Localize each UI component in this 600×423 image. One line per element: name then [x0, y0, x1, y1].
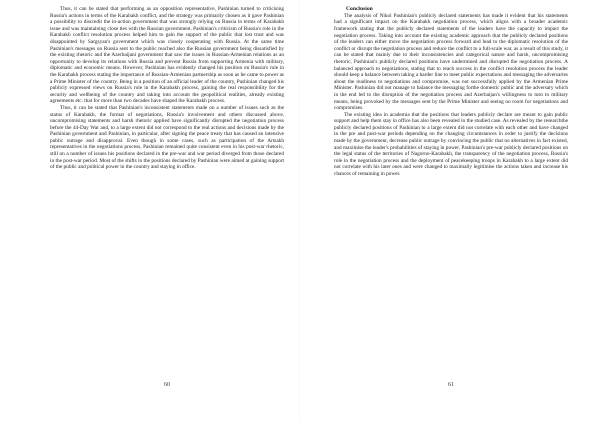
right-page — [334, 6, 568, 416]
left-page-text — [50, 6, 284, 171]
right-paragraph-1: The analysis of Nikol Pashinian's publicly declared statements has made it evident that his statements had a significant impact on the Karabakh negotiation process, which aligns with a broader academic framework stating that the publicly declared statements of the leaders have the capacity to impact the negotiation process. Taking into account the existing academic approach that the publicly declared positions of the leaders can either move the negotiation process forward and lead to the diplomatic resolution of the conflict or disrupt the negotiation process and reduce the conflict to a full-scale war, as a result of this study, it can be stated that mainly due to their inconsistencies and categorical nature and harsh, uncompromising rhetoric, Pashinian's publicly declared positions have undermined and disrupted the negotiation process. A balanced approach to negotiations, stating that to reach success in the conflict resolution process the leader should keep a balance between taking a harder line to meet public expectations and messaging the adversaries about the readiness to negotiations and compromise, was not successfully applied by the Armenian Prime Minister. Pashinian did not manage to balance the messaging forthe domestic public and the adversary which in the end led to the disruption of the negotiation process and Azerbaijan's willingness to turn to military means, being provoked by the messages sent by the Prime Minister and seeing no room for negotiations and compromises. — [334, 12, 568, 112]
left-paragraph-2: Thus, it can be stated that Pashinian's inconsistent statements made on a number of issues such as the status of Karabakh, the format of negotiations, Russia's involvement and others discussed above, uncompromising statements and harsh rhetoric applied have significantly disrupted the negotiation process before the 44-Day War and, to a large extent did not correspond to the real actions and decisions made by the Pashinian government and Pashinian, in particular, after signing the peace treaty that has caused an intensive public outrage and disapproval. Even though in some cases, such as participation of the Artsakh representatives in the negotiations process, Pashinian remained quite consistent even in his post-war rhetoric, still on a number of issues his positions declared in the pre-war and war period diverged from those declared in the post-war period. Most of the shifts in the positions declared by Pashinian were aimed at gaining support of the public and political power in the country and staying in office. — [50, 104, 284, 171]
page-gutter — [299, 0, 300, 423]
left-page — [50, 6, 284, 416]
section-heading: Conclusion — [346, 6, 373, 12]
left-page-number: 60 — [164, 382, 170, 388]
right-page-text — [334, 13, 568, 178]
right-page-number: 61 — [448, 382, 454, 388]
right-paragraph-2: The existing idea in academia that the positions that leaders publicly declare are meant to gain public support and help them stay in office has also been revealed in the studied case. As revealed by the researchthe publicly declared positions of Pashinian to a large extent did not correlate with each other and have changed in the pre and post-war periods depending on the changing circumstances in order to justify the decisions made by the government, decrease public outrage by convincing the public that no alternatives in fact existed, and maximise the leader's probabilities of staying in power. Pashinian's pre-war publicly declared positions on the legal status of the territories of Nagorno-Karabakh, the transparency of the negotiation process, Russia's role in the negotiation process and the deployment of peacekeeping troops in Karabakh to a large extent did not correlate with his later ones and were changed to maximally legitimise the actions taken and increase his chances of remaining in power. — [334, 111, 568, 178]
left-paragraph-1: Thus, it can be stated that performing as an opposition representative, Pashinian turned to criticising Russia's actions in terms of the Karabakh conflict, and the strategy was primarily chosen as it gave Pashinian a possibility to discredit the in-action government that was strongly relying on Russia in terms of Karabakh issue and was maintaining close ties with the Russian government. Pashinian's criticism of Russia's role in the Karabakh conflict resolution process helped him to gain the support of the public that lost trust and was disappointed by Sargsyan's government which was closely cooperating with Russia. At the same time Pashinian's messages on Russia sent to the public reached also the Russian government being dissatisfied by the existing rhetoric and the Azerbaijani government that saw the issues in Russian-Armenian relations as an opportunity to develop its relations with Russia and prevent Russia from supporting Armenia with military, diplomatic and economic means. However, Pashinian has evidently changed his position on Russia's role in the Karabakh process stating the importance of Russian-Armenian partnership as soon as he came to power as a Prime Minister of the country. Being in a position of an official leader of the country, Pashinian changed his publicly expressed views on Russia's role in the Karabakh process, gaining the real responsibility for the security and wellbeing of the country and taking into account the geopolitical realities, already existing agreements etc. that for more than two decades have shaped the Karabakh process. — [50, 6, 284, 105]
